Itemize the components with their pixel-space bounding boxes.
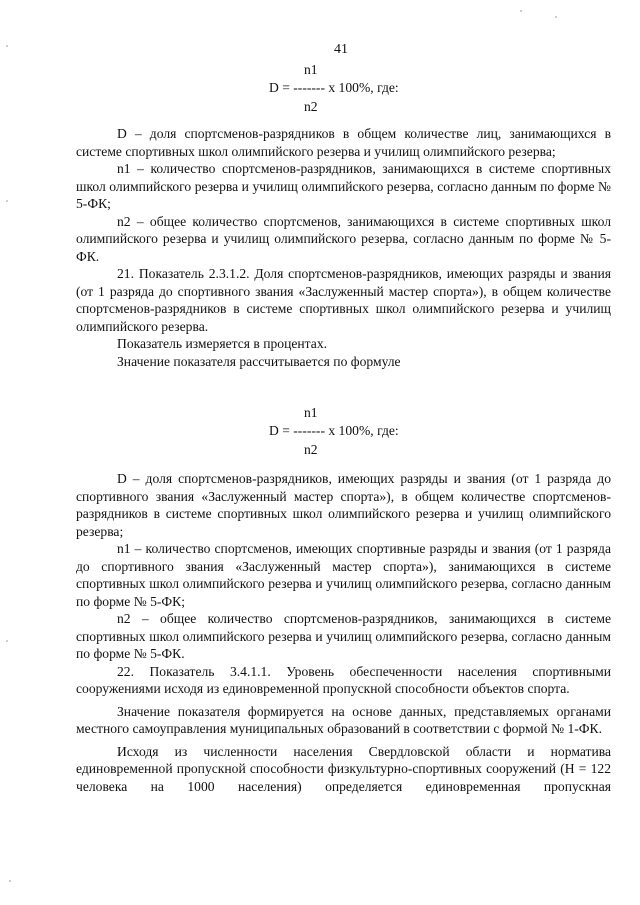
- formula-denominator: n2: [304, 442, 318, 457]
- scan-speck: [6, 200, 8, 202]
- paragraph: n2 – общее количество спортсменов, занимающихся в системе спортивных школ олимпийского резерва и училищ олимпийского резерва, согласно данным по форме № 5-ФК.: [76, 213, 611, 264]
- paragraph: Значение показателя рассчитывается по формуле: [117, 353, 401, 369]
- text-block-1: [76, 125, 611, 370]
- page-number: 41: [334, 42, 348, 57]
- scan-speck: [6, 45, 8, 47]
- paragraph: n1 – количество спортсменов, имеющих спортивные разряды и звания (от 1 разряда до спортивного звания «Заслуженный мастер спорта»), занимающихся в системе спортивных школ олимпийского резерва и училищ олимпийского резерва, согласно данным по форме № 5-ФК;: [76, 541, 611, 609]
- formula-numerator: n1: [304, 62, 318, 77]
- scan-speck: [555, 16, 557, 18]
- paragraph: Исходя из численности населения Свердловской области и норматива единовременной пропускной способности физкультурно-спортивных сооружений (Н = 122 человека на 1000 населения) определяется единовременная пропускная: [76, 743, 611, 794]
- paragraph: 22. Показатель 3.4.1.1. Уровень обеспеченности населения спортивными сооружениями исходя из единовременной пропускной способности объектов спорта.: [76, 663, 611, 696]
- formula-2: [0, 405, 640, 465]
- paragraph: D – доля спортсменов-разрядников в общем количестве лиц, занимающихся в системе спортивных школ олимпийского резерва и училищ олимпийского резерва;: [76, 126, 611, 159]
- paragraph: Показатель измеряется в процентах.: [117, 336, 328, 351]
- paragraph: n2 – общее количество спортсменов-разрядников, занимающихся в системе спортивных школ олимпийского резерва и училищ олимпийского резерва, согласно данным по форме № 5-ФК.: [76, 611, 611, 661]
- paragraph: 21. Показатель 2.3.1.2. Доля спортсменов-разрядников, имеющих разряды и звания (от 1 разряда до спортивного звания «Заслуженный мастер спорта»), в общем количестве спортсменов-разрядников в системе спортивных школ олимпийского резерва и училищ олимпийского резерва.: [76, 266, 611, 334]
- paragraph: n1 – количество спортсменов-разрядников, занимающихся в системе спортивных школ олимпийского резерва и училищ олимпийского резерва, согласно данным по форме № 5-ФК;: [76, 161, 611, 211]
- text-block-2: [76, 470, 611, 795]
- formula-equation: D = ------- x 100%, где:: [269, 80, 399, 95]
- scan-speck: [9, 880, 11, 882]
- scan-speck: [6, 640, 8, 642]
- paragraph: Значение показателя формируется на основе данных, представляемых органами местного самоуправления муниципальных образований в соответствии с формой № 1-ФК.: [76, 703, 611, 736]
- paragraph: D – доля спортсменов-разрядников, имеющих разряды и звания (от 1 разряда до спортивного звания «Заслуженный мастер спорта»), в общем количестве спортсменов-разрядников в системе спортивных школ олимпийского резерва и училищ олимпийского резерва;: [76, 471, 611, 539]
- formula-1: [0, 62, 640, 122]
- scan-speck: [520, 10, 522, 12]
- formula-equation: D = ------- x 100%, где:: [269, 423, 399, 438]
- formula-denominator: n2: [304, 99, 318, 114]
- formula-numerator: n1: [304, 405, 318, 420]
